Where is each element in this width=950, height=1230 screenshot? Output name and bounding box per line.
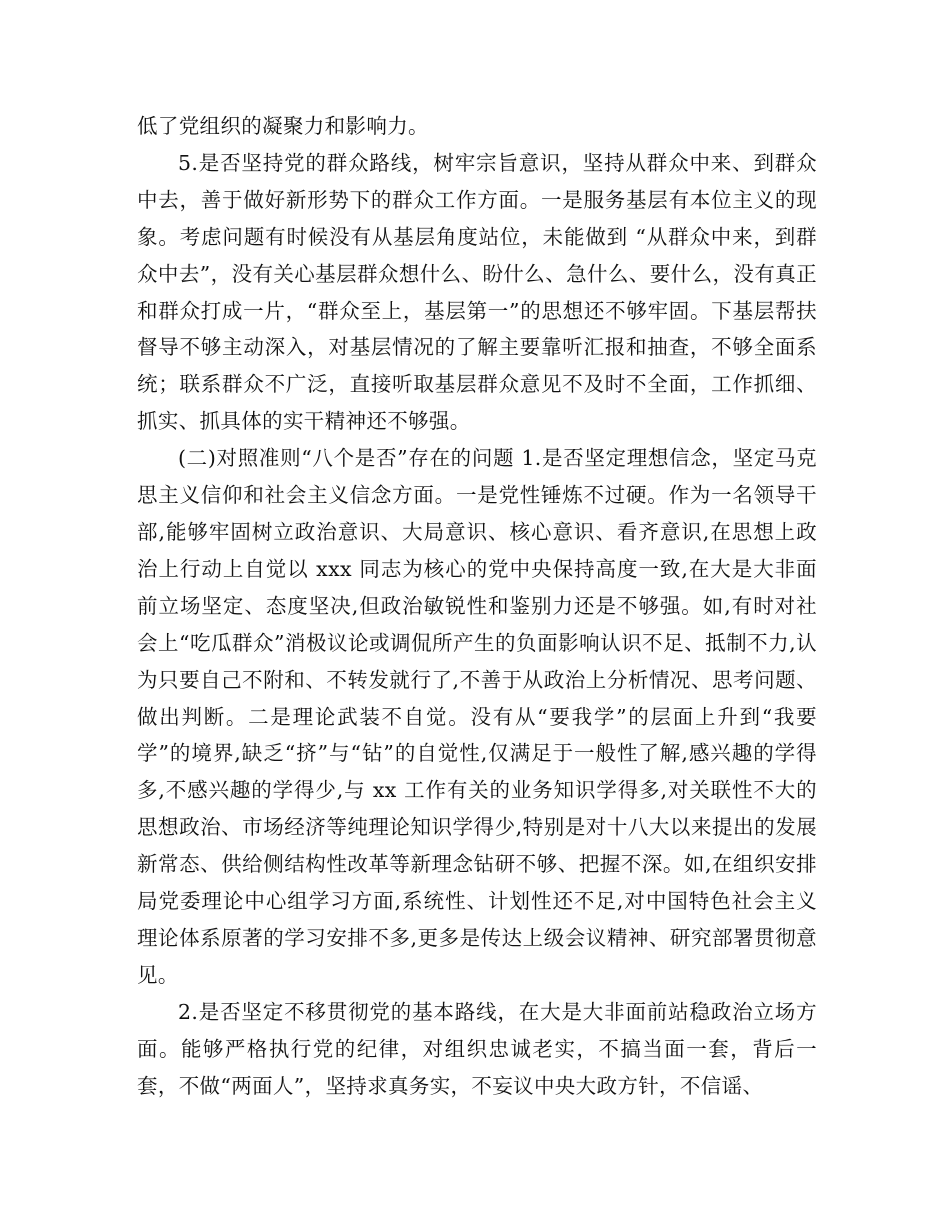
document-body — [137, 108, 817, 1104]
paragraph-3: (二)对照准则“八个是否”存在的问题 1.是否坚定理想信念，坚定马克思主义信仰和社会主义信念方面。一是党性锤炼不过硬。作为一名领导干部,能够牢固树立政治意识、大局意识、核心意识、看齐意识,在思想上政治上行动上自觉以 xxx 同志为核心的党中央保持高度一致,在大是大非面前立场坚定、态度坚决,但政治敏锐性和鉴别力还是不够强。如,有时对社会上“吃瓜群众”消极议论或调侃所产生的负面影响认识不足、抵制不力,认为只要自己不附和、不转发就行了,不善于从政治上分析情况、思考问题、做出判断。二是理论武装不自觉。没有从“要我学”的层面上升到“我要学”的境界,缺乏“挤”与“钻”的自觉性,仅满足于一般性了解,感兴趣的学得多,不感兴趣的学得少,与 xx 工作有关的业务知识学得多,对关联性不大的思想政治、市场经济等纯理论知识学得少,特别是对十八大以来提出的发展新常态、供给侧结构性改革等新理念钻研不够、把握不深。如,在组织安排局党委理论中心组学习方面,系统性、计划性还不足,对中国特色社会主义理论体系原著的学习安排不多,更多是传达上级会议精神、研究部署贯彻意见。 — [137, 446, 817, 987]
paragraph-1: 低了党组织的凝聚力和影响力。 — [137, 114, 429, 138]
paragraph-2: 5.是否坚持党的群众路线，树牢宗旨意识，坚持从群众中来、到群众中去，善于做好新形势下的群众工作方面。一是服务基层有本位主义的现象。考虑问题有时候没有从基层角度站位，未能做到 “从群众中来，到群众中去”，没有关心基层群众想什么、盼什么、急什么、要什么，没有真正和群众打成一片，“群众至上，基层第一”的思想还不够牢固。下基层帮扶督导不够主动深入，对基层情况的了解主要靠听汇报和抽查，不够全面系统；联系群众不广泛，直接听取基层群众意见不及时不全面，工作抓细、抓实、抓具体的实干精神还不够强。 — [137, 150, 817, 434]
paragraph-4: 2.是否坚定不移贯彻党的基本路线，在大是大非面前站稳政治立场方面。能够严格执行党的纪律，对组织忠诚老实，不搞当面一套，背后一套，不做“两面人”，坚持求真务实，不妄议中央大政方针，不信谣、 — [137, 999, 817, 1098]
